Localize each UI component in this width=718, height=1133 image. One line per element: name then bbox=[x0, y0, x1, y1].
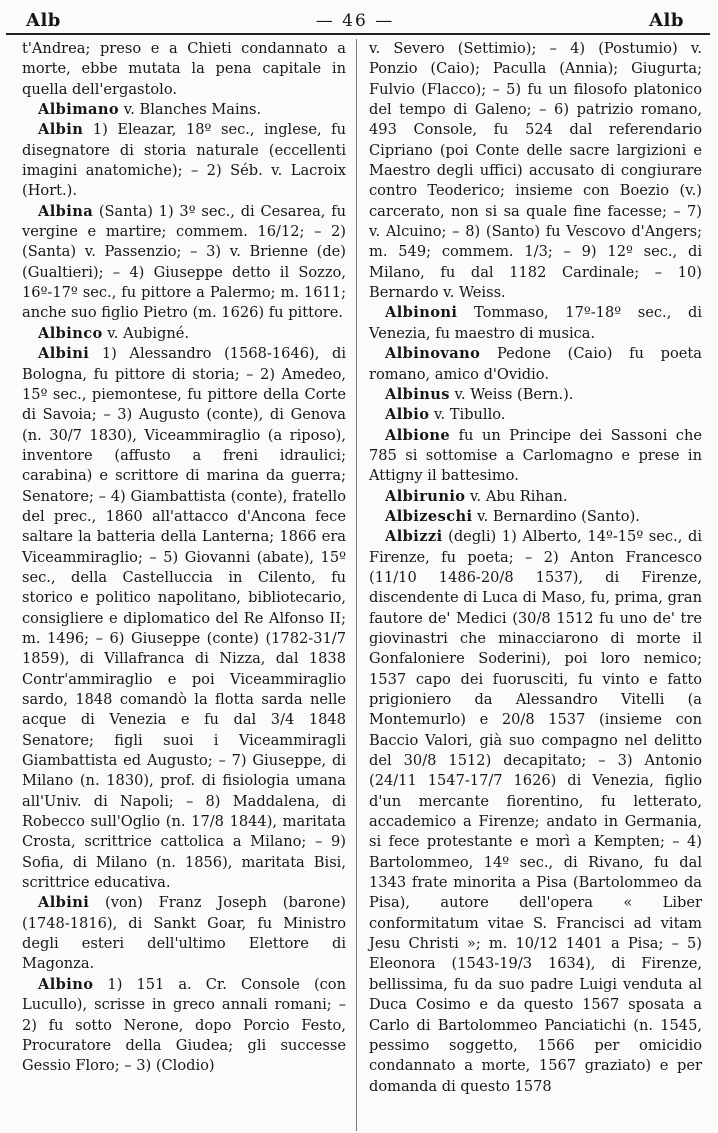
dictionary-entry bbox=[369, 303, 702, 344]
dictionary-entry bbox=[22, 893, 346, 974]
dictionary-entry bbox=[22, 39, 346, 100]
entry-headword: Albio bbox=[385, 406, 430, 424]
entry-text: 1) Eleazar, 18º sec., inglese, fu disegnatore di storia naturale (eccellenti imagini anatomiche); – 2) Séb. v. Lacroix (Hort.). bbox=[22, 121, 346, 200]
entry-headword: Albirunio bbox=[385, 487, 466, 505]
right-column bbox=[356, 39, 710, 1131]
entry-headword: Albino bbox=[38, 975, 94, 993]
entry-text: (von) Franz Joseph (barone) (1748-1816), di Sankt Goar, fu Ministro degli esteri dell'ultimo Elettore di Magonza. bbox=[22, 894, 346, 973]
entry-headword: Albini bbox=[38, 345, 90, 363]
entry-headword: Albizzi bbox=[385, 528, 443, 546]
entry-text: v. Blanches Mains. bbox=[119, 101, 262, 119]
entry-text: Tommaso, 17º-18º sec., di Venezia, fu maestro di musica. bbox=[369, 304, 702, 342]
entry-text: v. Aubigné. bbox=[102, 324, 190, 342]
entry-text: v. Bernardino (Santo). bbox=[472, 507, 640, 525]
entry-text: t'Andrea; preso e a Chieti condannato a morte, ebbe mutata la pena capitale in quella dell'ergastolo. bbox=[22, 40, 346, 98]
entry-text: Pedone (Caio) fu poeta romano, amico d'Ovidio. bbox=[369, 345, 702, 383]
dictionary-entry bbox=[369, 487, 702, 507]
entry-text: (Santa) 1) 3º sec., di Cesarea, fu vergine e martire; commem. 16/12; – 2) (Santa) v. Passenzio; – 3) v. Brienne (de) (Gualtieri); – 4) Giuseppe detto il Sozzo, 16º-17º sec., fu pittore a Palermo; m. 1611; anche suo figlio Pietro (m. 1626) fu pittore. bbox=[22, 202, 346, 322]
entry-headword: Albizeschi bbox=[385, 507, 473, 525]
left-column bbox=[6, 39, 356, 1131]
dictionary-entry bbox=[369, 39, 702, 303]
header-right-word: Alb bbox=[649, 10, 684, 31]
dictionary-entry bbox=[369, 344, 702, 385]
running-header bbox=[6, 6, 710, 35]
header-left-word: Alb bbox=[26, 10, 61, 31]
dictionary-entry bbox=[22, 120, 346, 201]
dictionary-entry bbox=[369, 426, 702, 487]
entry-headword: Albinovano bbox=[385, 345, 481, 363]
dictionary-entry bbox=[369, 527, 702, 1097]
dictionary-entry bbox=[22, 202, 346, 324]
entry-headword: Albinoni bbox=[385, 304, 458, 322]
entry-text: 1) Alessandro (1568-1646), di Bologna, fu pittore di storia; – 2) Amedeo, 15º sec., piemontese, fu pittore della Corte di Savoia; – 3) Augusto (conte), di Genova (n. 30/7 1830), Viceammiraglio (a riposo), inventore (affusto a freni idraulici; carabina) e scrittore di marina da guerra; Senatore; – 4) Giambattista (conte), fratello del prec., 1860 all'attacco d'Ancona fece saltare la batteria della Lanterna; 1866 era Viceammiraglio; – 5) Giovanni (abate), 15º sec., della Castelluccia in Cilento, fu storico e politico napolitano, bibliotecario, consigliere e diplomatico del Re Alfonso II; m. 1496; – 6) Giuseppe (conte) (1782-31/7 1859), di Villafranca di Nizza, dal 1838 Contr'ammiraglio e poi Viceammiraglio sardo, 1848 comandò la flotta sarda nelle acque di Venezia e fu dal 3/4 1848 Senatore; figli suoi i Viceammiragli Giambattista ed Augusto; – 7) Giuseppe, di Milano (n. 1830), prof. di fisiologia umana all'Univ. di Napoli; – 8) Maddalena, di Robecco sull'Oglio (n. 17/8 1844), maritata Crosta, scrittrice cattolica a Milano; – 9) Sofia, di Milano (n. 1856), maritata Bisi, scrittrice educativa. bbox=[22, 345, 346, 892]
entry-text: fu un Principe dei Sassoni che 785 si sottomise a Carlomagno e prese in Attigny il battesimo. bbox=[369, 426, 702, 485]
dictionary-entry bbox=[369, 385, 702, 405]
dictionary-entry bbox=[22, 975, 346, 1077]
text-columns bbox=[6, 39, 710, 1131]
dictionary-entry bbox=[22, 324, 346, 344]
entry-text: (degli) 1) Alberto, 14º-15º sec., di Firenze, fu poeta; – 2) Anton Francesco (11/10 1486-20/8 1537), di Firenze, discendente di Luca di Maso, fu, prima, gran fautore de' Medici (30/8 1512 fu uno de' tre giovinastri che minacciarono di morte il Gonfaloniere Soderini), poi loro nemico; 1537 capo dei fuorusciti, fu vinto e fatto prigioniero da Alessandro Vitelli (a Montemurlo) e 20/8 1537 (insieme con Baccio Valori, già suo compagno nel delitto del 30/8 1512) decapitato; – 3) Antonio (24/11 1547-17/7 1626) di Venezia, figlio d'un mercante fiorentino, fu letterato, accademico a Firenze; andato in Germania, si fece protestante e morì a Kempten; – 4) Bartolommeo, 14º sec., di Rivano, fu dal 1343 frate minorita a Pisa (Bartolommeo da Pisa), autore dell'opera « Liber conformitatum vitae S. Francisci ad vitam Jesu Christi »; m. 10/12 1401 a Pisa; – 5) Eleonora (1543-19/3 1634), di Firenze, bellissima, fu da suo padre Luigi venduta al Duca Cosimo e da questo 1567 sposata a Carlo di Bartolommeo Panciatichi (n. 1545, pessimo soggetto, 1566 per omicidio condannato a morte, 1567 graziato) e per domanda di questo 1578 bbox=[369, 528, 702, 1095]
dictionary-entry bbox=[22, 344, 346, 893]
entry-text: v. Severo (Settimio); – 4) (Postumio) v. Ponzio (Caio); Paculla (Annia); Giugurta; Fulvio (Flacco); – 5) fu un filosofo platonico del tempo di Galeno; – 6) patrizio romano, 493 Console, fu 524 dal referendario Cipriano (poi Conte delle sacre largizioni e Maestro degli uffici) accusato di congiurare contro Teoderico; insieme con Boezio (v.) carcerato, non si sa quale fine facesse; – 7) v. Alcuino; – 8) (Santo) fu Vescovo d'Angers; m. 549; commem. 1/3; – 9) 12º sec., di Milano, fu dal 1182 Cardinale; – 10) Bernardo v. Weiss. bbox=[369, 40, 702, 302]
entry-text: 1) 151 a. Cr. Console (con Lucullo), scrisse in greco annali romani; – 2) fu sotto Nerone, dopo Porcio Festo, Procuratore della Giudea; gli successe Gessio Floro; – 3) (Clodio) bbox=[22, 975, 346, 1075]
entry-text: v. Tibullo. bbox=[429, 406, 506, 424]
entry-headword: Albina bbox=[38, 202, 94, 220]
entry-text: v. Weiss (Bern.). bbox=[449, 385, 574, 403]
dictionary-entry bbox=[22, 100, 346, 120]
page-number: — 46 — bbox=[315, 11, 395, 31]
entry-text: v. Abu Rihan. bbox=[465, 487, 568, 505]
entry-headword: Albin bbox=[38, 121, 84, 139]
dictionary-entry bbox=[369, 405, 702, 425]
entry-headword: Albione bbox=[385, 426, 451, 444]
entry-headword: Albimano bbox=[38, 101, 120, 119]
dictionary-entry bbox=[369, 507, 702, 527]
entry-headword: Albinco bbox=[38, 324, 103, 342]
entry-headword: Albinus bbox=[385, 385, 450, 403]
entry-headword: Albini bbox=[38, 894, 90, 912]
